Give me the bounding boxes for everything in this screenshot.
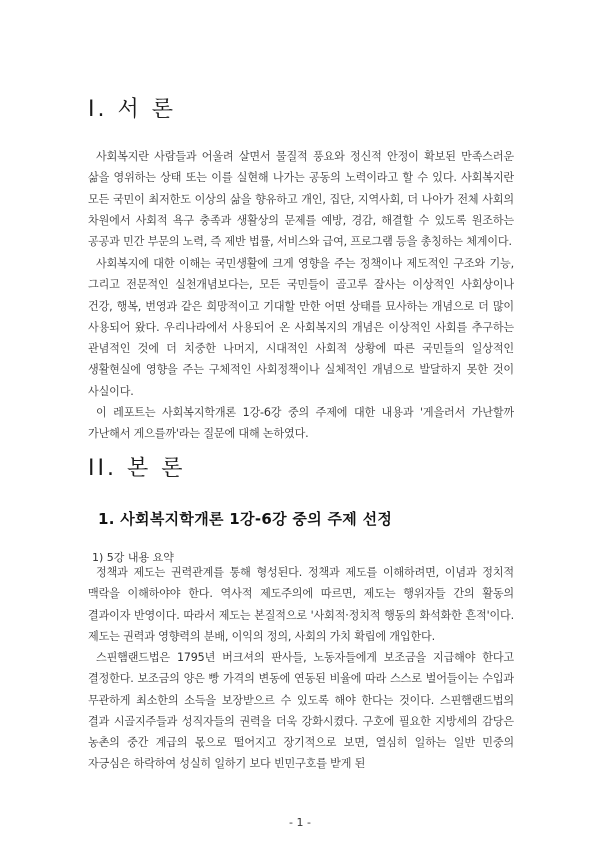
section-title-body: II. 본 론 [88,456,186,481]
subheading-lecture-summary: 1) 5강 내용 요약 [92,551,174,564]
intro-paragraph-1: 사회복지란 사람들과 어울려 살면서 물질적 풍요와 정신적 안정이 확보된 만족스러운 삶을 영위하는 상태 또는 이를 실현해 나가는 공동의 노력이라고 할 수 있다. 사회복지란 모든 국민이 최저한도 이상의 삶을 향유하고 개인, 집단, 지역사회, 더 나아가 전체 사회의 차원에서 사회적 욕구 충족과 생활상의 문제를 예방, 경감, 해결할 수 있도록 원조하는 공공과 민간 부문의 노력, 즉 제반 법률, 서비스와 급여, 프로그램 등을 총칭하는 체계이다. [88,150,514,249]
intro-paragraph-3: 이 레포트는 사회복지학개론 1강-6강 중의 주제에 대한 내용과 '게을러서 가난할까 가난해서 게으를까'라는 질문에 대해 논하였다. [88,406,514,441]
body-paragraph-1: 정책과 제도는 권력관계를 통해 형성된다. 정책과 제도를 이해하려면, 이념과 정치적 맥락을 이해하야야 한다. 역사적 제도주의에 따르면, 제도는 행위자들 간의 활동의 결과이자 반영이다. 따라서 제도는 본질적으로 '사회적·정치적 행동의 화석화한 흔적'이다. 제도는 권력과 영향력의 분배, 이익의 정의, 사회의 가치 확립에 개입한다. [88,566,514,643]
subsection-title: 1. 사회복지학개론 1강-6강 중의 주제 선정 [98,510,393,528]
body-paragraph-2: 스핀햄랜드법은 1795년 버크셔의 판사들, 노동자들에게 보조금을 지급해야 한다고 결정한다. 보조금의 양은 빵 가격의 변동에 연동된 비율에 따라 스스로 벌어들이는 수입과 무관하게 최소한의 소득을 보장받으르 수 있도록 해야 한다는 것이다. 스핀햄랜드법의 결과 시골지주들과 성직자들의 권력을 더욱 강화시켰다. 구호에 필요한 지방세의 감당은 농촌의 중간 계급의 몫으로 떨어지고 장기적으로 보면, 열심히 일하는 일반 민중의 자긍심은 하락하여 성실히 일하기 보다 빈민구호를 받게 된 [88,651,514,771]
page-number: - 1 - [289,816,311,829]
intro-paragraph-2: 사회복지에 대한 이해는 국민생활에 크게 영향을 주는 정책이나 제도적인 구조와 기능, 그리고 전문적인 실천개념보다는, 모든 국민들이 골고루 잘사는 이상적인 사회상이나 건강, 행복, 번영과 같은 희망적이고 기대할 만한 어떤 상태를 묘사하는 개념으로 더 많이 사용되어 왔다. 우리나라에서 사용되어 온 사회복지의 개념은 이상적인 사회를 추구하는 관념적인 것에 더 치중한 나머지, 시대적인 사회적 상황에 따른 국민들의 일상적인 생활현실에 영향을 주는 구체적인 사회정책이나 실체적인 개념으로 발달하지 못한 것이 사실이다. [88,257,514,398]
section-title-introduction: I. 서 론 [88,97,176,122]
